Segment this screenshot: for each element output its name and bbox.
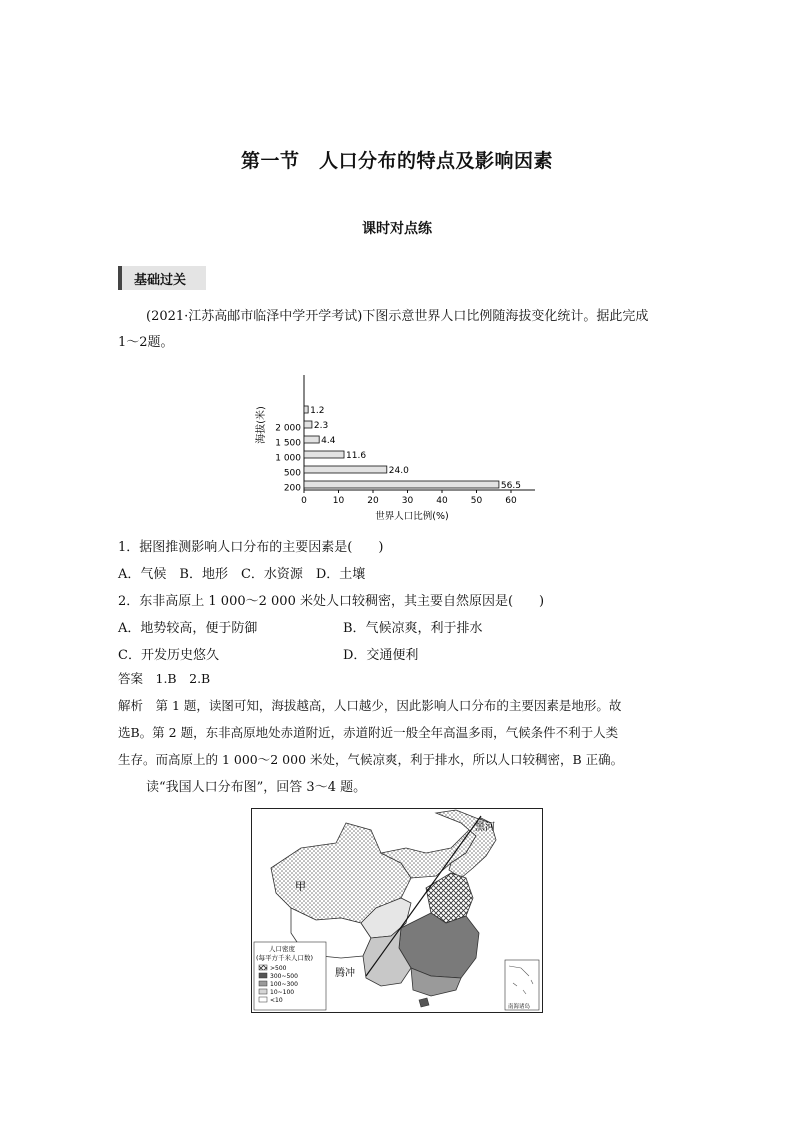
chart-y-tick-label: 1 500 <box>275 438 301 449</box>
chart-value-label: 2.3 <box>313 421 329 431</box>
answer-line: 答案 1.B 2.B <box>118 671 211 686</box>
legend-item-5: <10 <box>270 997 283 1004</box>
chart-x-tick-label: 40 <box>436 496 448 506</box>
section-header <box>118 266 206 290</box>
legend-item-1: >500 <box>270 965 287 972</box>
south-china-sea-inset <box>505 960 539 1010</box>
chart-xlabel: 世界人口比例(%) <box>375 511 449 522</box>
analysis-line-3: 生存。而高原上的 1 000～2 000 米处，气候凉爽，利于排水，所以人口较稠密，B 正确。 <box>118 752 624 767</box>
analysis-line-2: 选B。第 2 题，东非高原地处赤道附近，赤道附近一般全年高温多雨，气候条件不利于人类 <box>118 725 619 740</box>
chart-x-tick-label: 30 <box>401 496 414 506</box>
china-population-map <box>251 808 543 1013</box>
chart-value-label: 4.4 <box>321 436 336 446</box>
legend-title-2: (每平方千米人口数) <box>256 954 314 962</box>
chart-value-label: 24.0 <box>388 466 409 476</box>
question-2-option-b: B．气候凉爽，利于排水 <box>343 621 483 636</box>
question-2-option-a: A．地势较高，便于防御 <box>118 621 258 636</box>
chart-bar <box>304 481 499 488</box>
legend-title-1: 人口密度 <box>269 945 295 953</box>
chart-value-label: 11.6 <box>346 451 367 461</box>
altitude-population-chart <box>250 365 550 530</box>
question-2-option-d: D．交通便利 <box>343 648 419 663</box>
chart-y-tick-label: 200 <box>283 483 301 494</box>
map-label-tengchong: 腾冲 <box>335 968 355 979</box>
chart-bar <box>304 436 319 443</box>
section-label: 基础过关 <box>134 273 187 288</box>
map-label-jia: 甲 <box>295 880 306 893</box>
question-1-options: A．气候 B．地形 C．水资源 D．土壤 <box>118 567 366 582</box>
chart-x-tick-label: 20 <box>367 496 379 506</box>
legend-swatch-3 <box>259 981 267 986</box>
chart-value-label: 56.5 <box>500 481 521 491</box>
legend-swatch-2 <box>259 973 267 978</box>
page-title: 第一节 人口分布的特点及影响因素 <box>240 150 553 172</box>
chart-bar <box>304 406 308 413</box>
intro-line-1: (2021·江苏高邮市临泽中学开学考试)下图示意世界人口比例随海拔变化统计。据此完成 <box>146 309 649 324</box>
chart-x-tick-label: 60 <box>505 496 517 506</box>
chart-y-tick-label: 500 <box>283 468 301 479</box>
legend-item-2: 300~500 <box>270 973 298 980</box>
legend-item-3: 100~300 <box>270 981 298 988</box>
chart-bar <box>304 421 312 428</box>
map-legend <box>254 942 326 1010</box>
question-2-option-c: C．开发历史悠久 <box>118 648 219 663</box>
intro-line-2: 1～2题。 <box>118 335 174 350</box>
chart-y-tick-label: 1 000 <box>275 453 301 464</box>
legend-swatch-1 <box>259 965 267 970</box>
legend-item-4: 10~100 <box>270 989 295 996</box>
question-2-stem: 2．东非高原上 1 000～2 000 米处人口较稠密，其主要自然原因是( ) <box>118 594 545 609</box>
chart-value-label: 1.2 <box>310 406 325 416</box>
chart-x-tick-label: 50 <box>470 496 483 506</box>
inset-label: 南海诸岛 <box>508 1004 531 1010</box>
page-subtitle: 课时对点练 <box>362 221 432 237</box>
legend-swatch-4 <box>259 989 267 994</box>
analysis-line-1: 解析 第 1 题，读图可知，海拔越高，人口越少，因此影响人口分布的主要因素是地形。故 <box>118 698 622 713</box>
chart-y-tick-label: 2 000 <box>275 423 301 434</box>
map-intro: 读“我国人口分布图”，回答 3～4 题。 <box>146 780 367 795</box>
question-1-stem: 1．据图推测影响人口分布的主要因素是( ) <box>118 540 384 555</box>
section-bar <box>118 266 122 290</box>
chart-bar <box>304 451 344 458</box>
chart-x-tick-label: 0 <box>301 496 307 506</box>
chart-ylabel: 海拔(米) <box>256 406 267 444</box>
legend-swatch-5 <box>259 997 267 1002</box>
region-hainan <box>419 998 429 1007</box>
chart-x-tick-label: 10 <box>332 496 345 506</box>
chart-bar <box>304 466 387 473</box>
map-label-heihe: 黑河 <box>475 822 495 833</box>
